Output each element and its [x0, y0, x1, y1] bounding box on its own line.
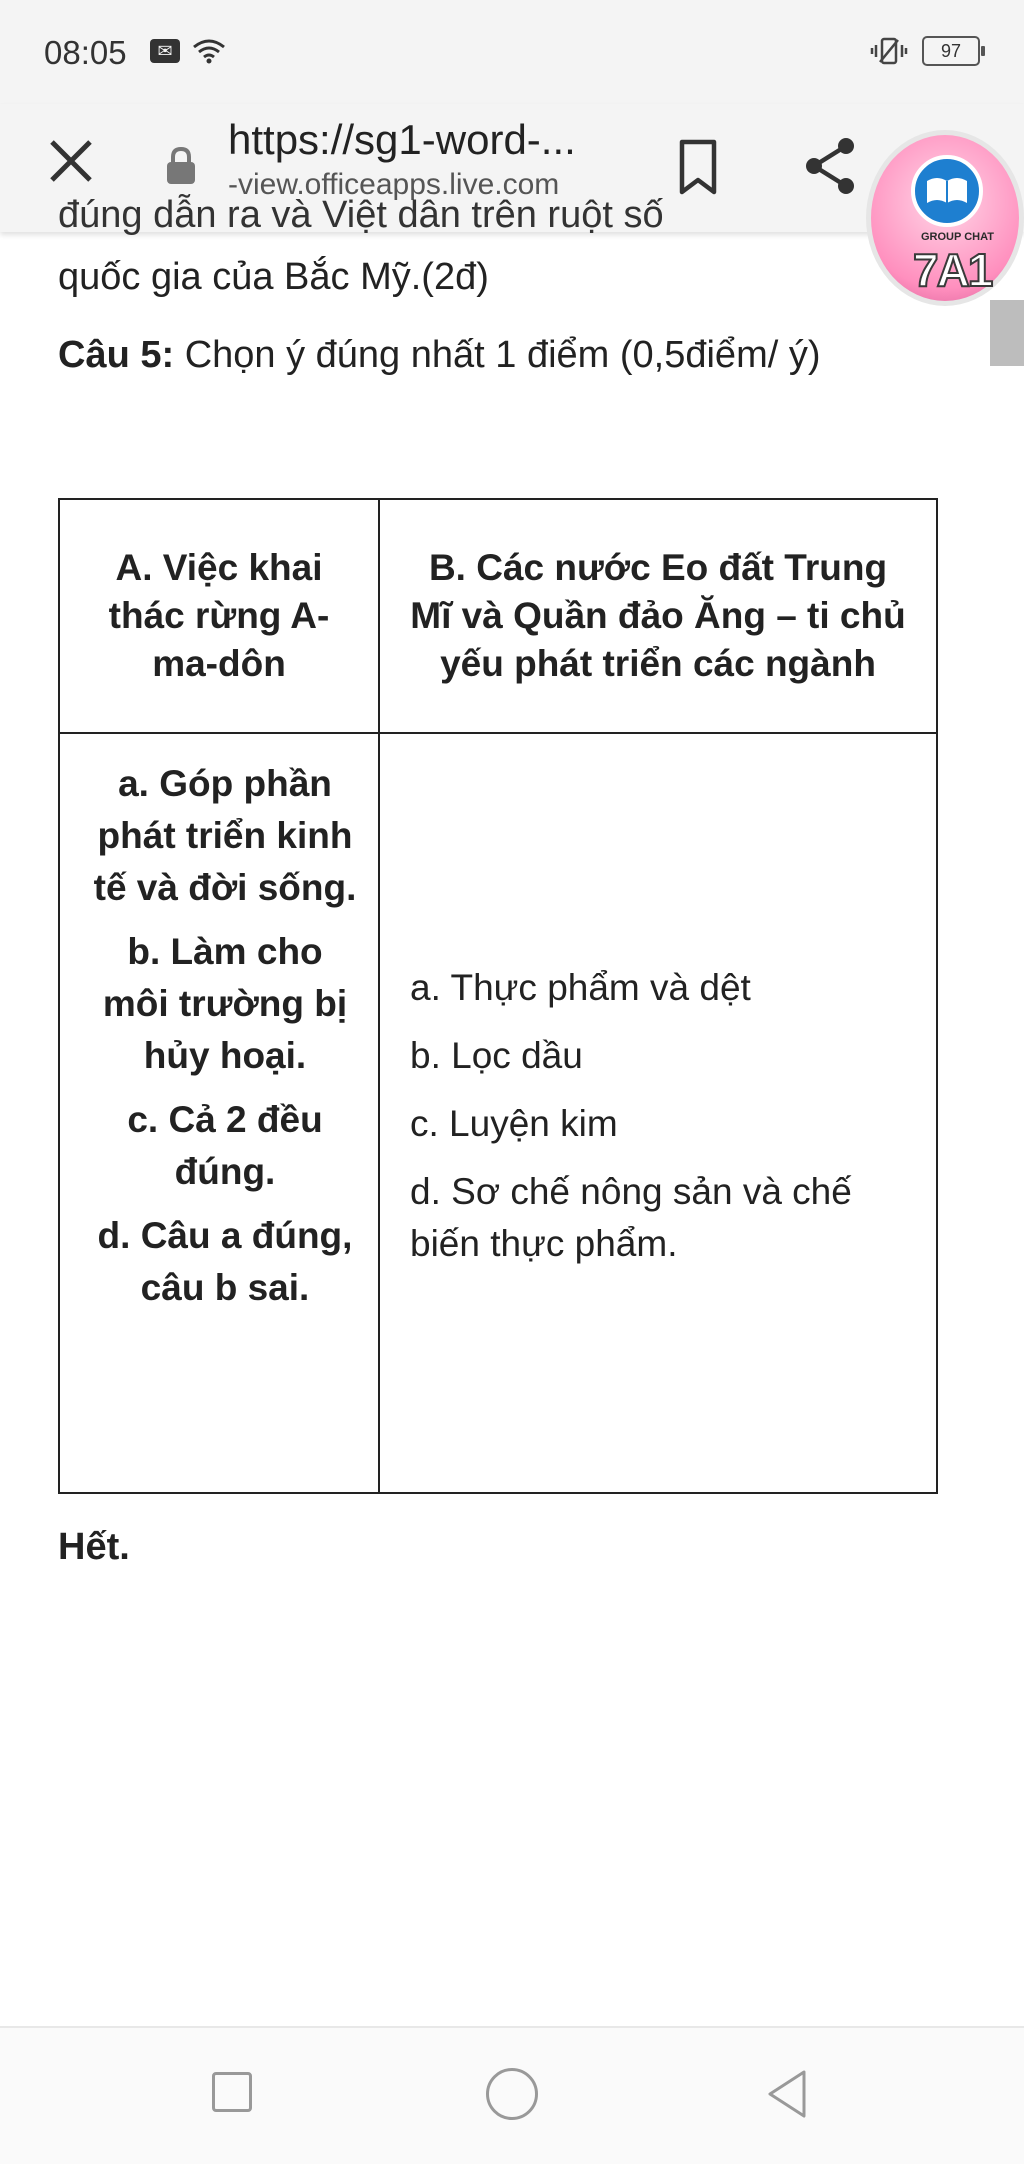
mail-icon: ✉ — [150, 39, 180, 63]
option-b-item: d. Sơ chế nông sản và chế biến thực phẩm. — [410, 1171, 852, 1264]
book-icon — [911, 155, 983, 227]
status-bar — [0, 0, 1024, 104]
sticker-caption: GROUP CHAT — [921, 231, 994, 243]
navigation-bar — [0, 2026, 1024, 2164]
question-table — [58, 498, 938, 1494]
wifi-icon — [192, 38, 226, 64]
lock-icon — [164, 146, 198, 186]
scrollbar-thumb[interactable] — [990, 300, 1024, 366]
document-line: quốc gia của Bắc Mỹ.(2đ) — [58, 256, 489, 298]
option-a-item: b. Làm cho môi trường bị hủy hoại. — [102, 931, 348, 1076]
sticker-title: 7A1 — [913, 244, 992, 296]
url-host: https://sg1-word-... — [228, 116, 576, 163]
share-icon[interactable] — [800, 134, 860, 198]
table-header-b: B. Các nước Eo đất Trung Mĩ và Quần đảo Ăng – ti chủ yếu phát triển các ngành — [410, 547, 906, 684]
question-text: Chọn ý đúng nhất 1 điểm (0,5điểm/ ý) — [174, 334, 821, 376]
bookmark-icon[interactable] — [676, 138, 720, 196]
option-a-item: c. Cả 2 đều đúng. — [127, 1099, 323, 1192]
url-field[interactable] — [228, 116, 576, 202]
recents-button[interactable] — [212, 2072, 252, 2112]
close-icon[interactable] — [44, 134, 98, 188]
option-b-item: b. Lọc dầu — [410, 1035, 583, 1076]
status-time: 08:05 — [44, 34, 127, 71]
status-icons-left — [150, 38, 226, 64]
option-a-item: d. Câu a đúng, câu b sai. — [97, 1215, 353, 1308]
option-b-item: c. Luyện kim — [410, 1103, 618, 1144]
group-sticker — [866, 130, 1024, 306]
battery-icon: 97 — [922, 36, 980, 66]
end-text: Hết. — [58, 1526, 130, 1568]
status-icons-right — [870, 36, 980, 66]
table-divider — [60, 732, 936, 734]
option-b-item: a. Thực phẩm và dệt — [410, 967, 751, 1008]
options-b-cell — [410, 962, 910, 1286]
question-label: Câu 5: — [58, 334, 175, 376]
question-heading — [58, 328, 918, 382]
options-a-cell — [90, 758, 360, 1326]
partial-text-line: đúng dẫn ra và Việt dân trên ruột số — [58, 194, 664, 236]
vibrate-icon — [870, 36, 908, 66]
option-a-item: a. Góp phần phát triển kinh tế và đời sống. — [93, 763, 357, 908]
table-header-a: A. Việc khai thác rừng A-ma-dôn — [108, 547, 330, 684]
home-button[interactable] — [486, 2068, 538, 2120]
back-icon[interactable] — [764, 2066, 810, 2122]
url-domain: -view.officeapps.live.com — [228, 168, 560, 201]
